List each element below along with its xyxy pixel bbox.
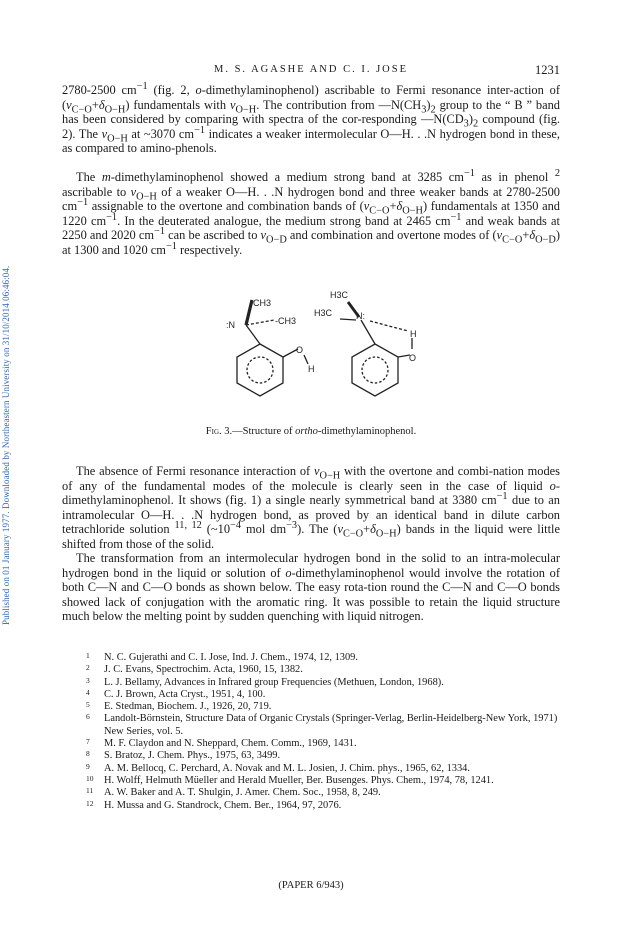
reference-text: M. F. Claydon and N. Sheppard, Chem. Comm., 1969, 1431. — [104, 738, 357, 750]
reference-item — [86, 663, 560, 676]
reference-item — [86, 761, 560, 775]
reference-item — [86, 737, 560, 750]
reference-text: E. Stedman, Biochem. J., 1926, 20, 719. — [104, 701, 272, 713]
reference-text: A. W. Baker and A. T. Shulgin, J. Amer. Chem. Soc., 1958, 8, 249. — [104, 787, 381, 799]
reference-number: 6 — [86, 712, 90, 722]
reference-number: 8 — [86, 749, 90, 759]
reference-text: H. Mussa and G. Standrock, Chem. Ber., 1964, 97, 2076. — [104, 799, 342, 811]
paragraph-1: 2780-2500 $cm^{-1}$ (fig. 2, o-dimethylaminophenol) ascribable to Fermi resonance inter-action of $(\nu_{C-O}+\delta_{O-H})$ fundamentals with $\nu_{O-H}$. The contribution from $—N(CH_3)_2$ group to the “ B ” band has been considered by comparing with spectra of the cor-responding $—N(CD_3)_2$ compound (fig. 2). The $\nu_{O-H}$ at ~3070 $cm^{-1}$ indicates a weaker intermolecular O—H. . .N hydrogen bond in these, as compared to amino-phenols. — [62, 80, 561, 156]
reference-number: 5 — [86, 700, 90, 710]
reference-item — [86, 687, 560, 701]
paper-number: (PAPER 6/943) — [278, 880, 344, 891]
reference-number: 9 — [86, 761, 90, 771]
reference-item — [86, 712, 560, 738]
reference-list — [86, 651, 560, 812]
running-head: M. S. AGASHE AND C. I. JOSE — [213, 64, 409, 75]
reference-item — [86, 798, 560, 812]
paragraph-3: The absence of Fermi resonance interaction of $\nu_{O-H}$ with the overtone and combi-nation modes of any of the fundamental modes of the molecule is clearly seen in the case of liquid o-dimethylaminophenol. It shows (fig. 1) a single nearly symmetrical band at 3380 $cm^{-1}$ due to an intramolecular O—H. . .N hydrogen bond, as proved by an identical band in dilute carbon tetrachloride solution $^{11, 12}$ ($\sim 10^{-4}$ mol $dm^{-3}$). The $(\nu_{C-O}+\delta_{O-H})$ bands in the liquid were little shifted from those of the solid. — [62, 464, 560, 551]
structure-figure — [190, 283, 440, 418]
reference-item — [86, 700, 560, 713]
reference-number: 4 — [86, 687, 90, 697]
reference-number: 11 — [86, 786, 94, 796]
hydrogen-label: H — [308, 364, 315, 374]
hydrogen-label: H — [410, 329, 417, 339]
reference-number: 10 — [86, 773, 94, 783]
reference-item — [86, 675, 560, 689]
ch3-label: -CH3 — [275, 316, 297, 326]
reference-text: N. C. Gujerathi and C. I. Jose, Ind. J. Chem., 1974, 12, 1309. — [104, 652, 358, 663]
reference-text: Landolt-Börnstein, Structure Data of Organic Crystals (Springer-Verlag, Berlin-Heidelberg-New York, 1971) New Series, vol. 5. — [104, 713, 558, 737]
intramolecular-structure — [340, 302, 412, 396]
ch3-label: CH3 — [253, 298, 272, 308]
page-header — [62, 64, 560, 80]
reference-item — [86, 651, 560, 664]
nitrogen-label: :N — [226, 320, 235, 330]
h3c-label: H3C — [314, 308, 333, 318]
reference-number: 7 — [86, 737, 90, 747]
reference-text: S. Bratoz, J. Chem. Phys., 1975, 63, 3499. — [104, 750, 281, 762]
oxygen-label: O — [296, 345, 304, 355]
oxygen-label: O — [409, 353, 417, 363]
reference-text: A. M. Bellocq, C. Perchard, A. Novak and M. L. Josien, J. Chim. phys., 1965, 62, 1334. — [104, 762, 470, 774]
download-watermark-text: Published on 01 January 1977. Downloaded by Northeastern University on 31/10/2014 06:46:04. — [1, 265, 11, 625]
reference-item — [86, 773, 560, 787]
reference-text: H. Wolff, Helmuth Müeller and Herald Mueller, Ber. Busenges. Phys. Chem., 1974, 78, 1241. — [104, 774, 494, 786]
reference-text: L. J. Bellamy, Advances in Infrared group Frequencies (Methuen, London, 1968). — [104, 676, 444, 688]
reference-number: 2 — [86, 663, 90, 673]
reference-item — [86, 786, 560, 799]
reference-number: 3 — [86, 675, 90, 685]
h3c-label: H3C — [330, 290, 349, 300]
figure-caption: Fig. 3.—Structure of ortho-dimethylaminophenol. — [205, 426, 417, 437]
nitrogen-label: N: — [356, 311, 365, 321]
reference-number: 12 — [86, 798, 94, 808]
reference-text: C. J. Brown, Acta Cryst., 1951, 4, 100. — [104, 688, 266, 700]
paragraph-4: The transformation from an intermolecular hydrogen bond in the solid to an intra-molecular hydrogen bond in the liquid or solution of o-dimethylaminophenol would involve the rotation of both C—N and C—O bonds as shown below. The easy rota-tion round the C—N and C—O bonds showed lack of conjugation with the aromatic ring. It was possible to retain the liquid structure much below the melting point by sudden quenching with liquid nitrogen. — [62, 551, 560, 624]
paragraph-2: The m-dimethylaminophenol showed a medium strong band at 3285 $cm^{-1}$ as in phenol $^2$ ascribable to $\nu_{O-H}$ of a weaker O—H. . .N hydrogen bond and three weaker bands at 2780-2500 $cm^{-1}$ assignable to the overtone and combination bands of $(\nu_{C-O}+\delta_{O-H})$ fundamentals at 1350 and 1220 $cm^{-1}$. In the deuterated analogue, the medium strong band at 2465 $cm^{-1}$ and weak bands at 2250 and 2020 $cm^{-1}$ can be ascribed to $\nu_{O-D}$ and combination and overtone modes of $(\nu_{C-O}+\delta_{O-D})$ at 1300 and 1020 $cm^{-1}$ respectively. — [62, 167, 560, 257]
reference-text: J. C. Evans, Spectrochim. Acta, 1960, 15, 1382. — [104, 664, 303, 676]
reference-item — [86, 749, 560, 762]
page-number: 1231 — [535, 63, 560, 77]
download-watermark — [1, 165, 19, 625]
reference-number: 1 — [86, 651, 90, 660]
